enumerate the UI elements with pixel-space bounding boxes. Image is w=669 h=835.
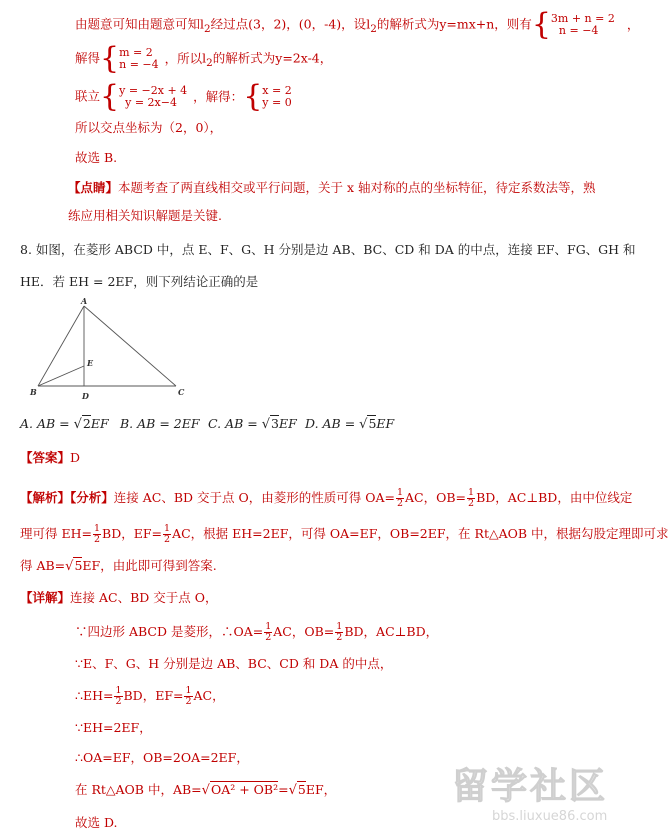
denominator: 2 (164, 534, 171, 545)
option-d[interactable] (305, 416, 394, 433)
analysis-tag: 【解析】【分析】 (20, 490, 114, 505)
equation-system (551, 13, 615, 37)
text: AC，根据 EH=2EF，可得 OA=EF，OB=2EF，在 Rt△AOB 中，根据勾股定理即可求 (172, 526, 669, 541)
text: 联立 (75, 88, 101, 104)
denominator: 2 (265, 632, 272, 643)
text: EF，由此即可得到答案. (82, 558, 217, 573)
side-ab (38, 306, 84, 386)
denominator: 2 (396, 498, 404, 509)
text: ∴EH= (75, 688, 114, 703)
numerator: 1 (336, 621, 343, 632)
text: 得 AB= (20, 558, 66, 573)
equation-system (119, 85, 187, 109)
note-tag: 【点睛】 (68, 180, 119, 195)
answer-tag: 【答案】 (20, 450, 71, 465)
radicand: 5 (368, 416, 377, 431)
watermark-url: bbs.liuxue86.com (492, 809, 608, 824)
equation-system (119, 47, 159, 71)
numerator: 1 (164, 523, 171, 534)
equation-system (262, 85, 291, 109)
radicand: OA² + OB² (210, 782, 279, 797)
sqrt-icon: √ (73, 417, 82, 432)
note-line-2: 练应用相关知识解题是关键. (68, 208, 222, 223)
sub: 2 (206, 57, 213, 69)
question-number: 8. (20, 242, 32, 257)
detail-line-3: ∵E、F、G、H 分别是边 AB、BC、CD 和 DA 的中点， (75, 656, 393, 671)
label-a: A (81, 296, 88, 306)
sys-row: n = −4 (558, 24, 599, 37)
sys-row: m = 2 (119, 46, 153, 59)
denominator: 2 (93, 534, 101, 545)
text: 理可得 EH= (20, 526, 92, 541)
fraction (114, 686, 122, 707)
sqrt-icon: √ (261, 417, 270, 432)
fraction (335, 622, 343, 643)
question-line-1 (20, 242, 636, 258)
option-c[interactable] (208, 416, 297, 433)
text: 在 Rt△AOB 中，AB= (75, 782, 202, 797)
text: C. AB = (208, 416, 262, 431)
sys-row: y = −2x + 4 (119, 84, 188, 97)
text: 由题意可知由题意可知 (75, 16, 201, 32)
watermark (452, 758, 608, 824)
prev-line-2: 解得{ m = 2 n = −4 ，所以$l_2$的解析式为y=2x-4， (75, 41, 333, 76)
sub: 2 (204, 23, 211, 35)
text: = (278, 782, 289, 797)
text: 连接 AC、BD 交于点 O，由菱形的性质可得 OA= (113, 490, 395, 505)
brace: { (531, 7, 551, 42)
detail-line-8: 故选 D. (75, 815, 118, 830)
text: 解得 (75, 50, 101, 66)
detail-tag: 【详解】 (20, 590, 71, 605)
numerator: 1 (115, 685, 122, 696)
sys-row: y = 2x−4 (125, 96, 177, 109)
detail-line-4 (75, 686, 225, 707)
fraction (264, 622, 272, 643)
numerator: 1 (93, 523, 101, 534)
prev-line-3 (75, 79, 292, 114)
text: 连接 AC、BD 交于点 O， (70, 590, 218, 605)
text: 的解析式为y=2x-4， (212, 50, 333, 66)
numerator: 1 (396, 487, 404, 498)
text: EF， (305, 782, 337, 797)
prev-line-1: 由题意可知由题意可知$l_2$经过点(3，2)，(0，-4)，设$l_2$的解析式为y=mx+n，则有{ 3m + n = 2 n = −4 ， (75, 7, 640, 42)
text: 的解析式为 (376, 16, 440, 32)
text: ，所以 (164, 50, 203, 66)
sys-row: n = −4 (119, 58, 159, 71)
label-c: C (178, 387, 185, 397)
detail-line-1 (20, 590, 217, 606)
detail-line-5: ∵EH=2EF， (75, 720, 152, 735)
text: A. AB = (20, 416, 74, 431)
detail-line-2 (75, 622, 438, 643)
text: 如图，在菱形 ABCD 中，点 E、F、G、H 分别是边 AB、BC、CD 和 DA 的中点，连接 EF、FG、GH 和 (35, 242, 636, 257)
sqrt-icon: √ (65, 559, 74, 574)
text: ， (626, 16, 640, 32)
radicand: 5 (297, 782, 306, 797)
text: 本题考查了两直线相交或平行问题，关于 x 轴对称的点的坐标特征，待定系数法等，熟 (118, 180, 596, 195)
watermark-logo: 留学社区 (452, 766, 609, 807)
denominator: 2 (185, 696, 192, 707)
detail-line-7 (75, 782, 336, 799)
text: B. AB = 2EF (120, 416, 200, 431)
answer-line (20, 450, 80, 466)
sys-row: x = 2 (262, 84, 292, 97)
text: BD，AC⊥BD，由中位线定 (476, 490, 633, 505)
fraction (163, 524, 171, 545)
fraction (467, 488, 475, 509)
option-a[interactable] (20, 416, 109, 433)
prev-line-5: 故选 B. (75, 150, 118, 165)
text: BD，EF= (123, 688, 184, 703)
analysis-line-2 (20, 524, 669, 545)
detail-line-6: ∴OA=EF，OB=2OA=2EF， (75, 750, 249, 765)
radicand: 3 (271, 416, 279, 431)
sqrt-icon: √ (288, 783, 297, 798)
sqrt-icon: √ (359, 417, 368, 432)
segment-be (38, 366, 84, 386)
numerator: 1 (468, 487, 475, 498)
brace: { (243, 79, 263, 114)
label-d: D (82, 391, 89, 401)
text: ∵四边形 ABCD 是菱形，∴OA= (75, 624, 264, 639)
option-b[interactable] (120, 416, 200, 432)
text: EF (376, 416, 395, 431)
sub: 2 (370, 23, 377, 35)
brace: { (100, 79, 120, 114)
fraction (93, 524, 101, 545)
radicand: 5 (74, 558, 83, 573)
sys-row: y = 0 (262, 96, 292, 109)
denominator: 2 (115, 696, 122, 707)
label-e: E (87, 358, 94, 368)
text: AC，OB= (405, 490, 467, 505)
label-b: B (30, 387, 37, 397)
numerator: 1 (185, 685, 192, 696)
sys-row: 3m + n = 2 (550, 12, 615, 25)
text: BD，AC⊥BD， (344, 624, 439, 639)
text: D. AB = (305, 416, 360, 431)
text: AC， (193, 688, 225, 703)
prev-line-4: 所以交点坐标为（2，0）， (75, 120, 223, 135)
answer-value: D (70, 450, 81, 465)
fraction (396, 488, 404, 509)
denominator: 2 (468, 498, 475, 509)
analysis-line-3 (20, 558, 217, 575)
radicand: 2 (82, 416, 91, 431)
denominator: 2 (336, 632, 343, 643)
text: ，解得： (193, 88, 244, 104)
note-line-1 (68, 180, 596, 196)
sqrt-icon: √ (201, 783, 210, 798)
formula: y=mx+n (439, 16, 495, 32)
text: EF (90, 416, 109, 431)
fraction (184, 686, 192, 707)
text: EF (278, 416, 297, 431)
text: AC，OB= (273, 624, 335, 639)
text: ，则有 (494, 16, 532, 32)
numerator: 1 (265, 621, 272, 632)
analysis-line-1 (20, 488, 632, 509)
text: 经过点(3，2)，(0，-4)，设 (210, 16, 367, 32)
text: BD，EF= (102, 526, 163, 541)
question-line-2: HE．若 EH = 2EF，则下列结论正确的是 (20, 274, 259, 289)
brace: { (100, 41, 120, 76)
side-ac (84, 306, 176, 386)
triangle-figure (28, 298, 198, 406)
